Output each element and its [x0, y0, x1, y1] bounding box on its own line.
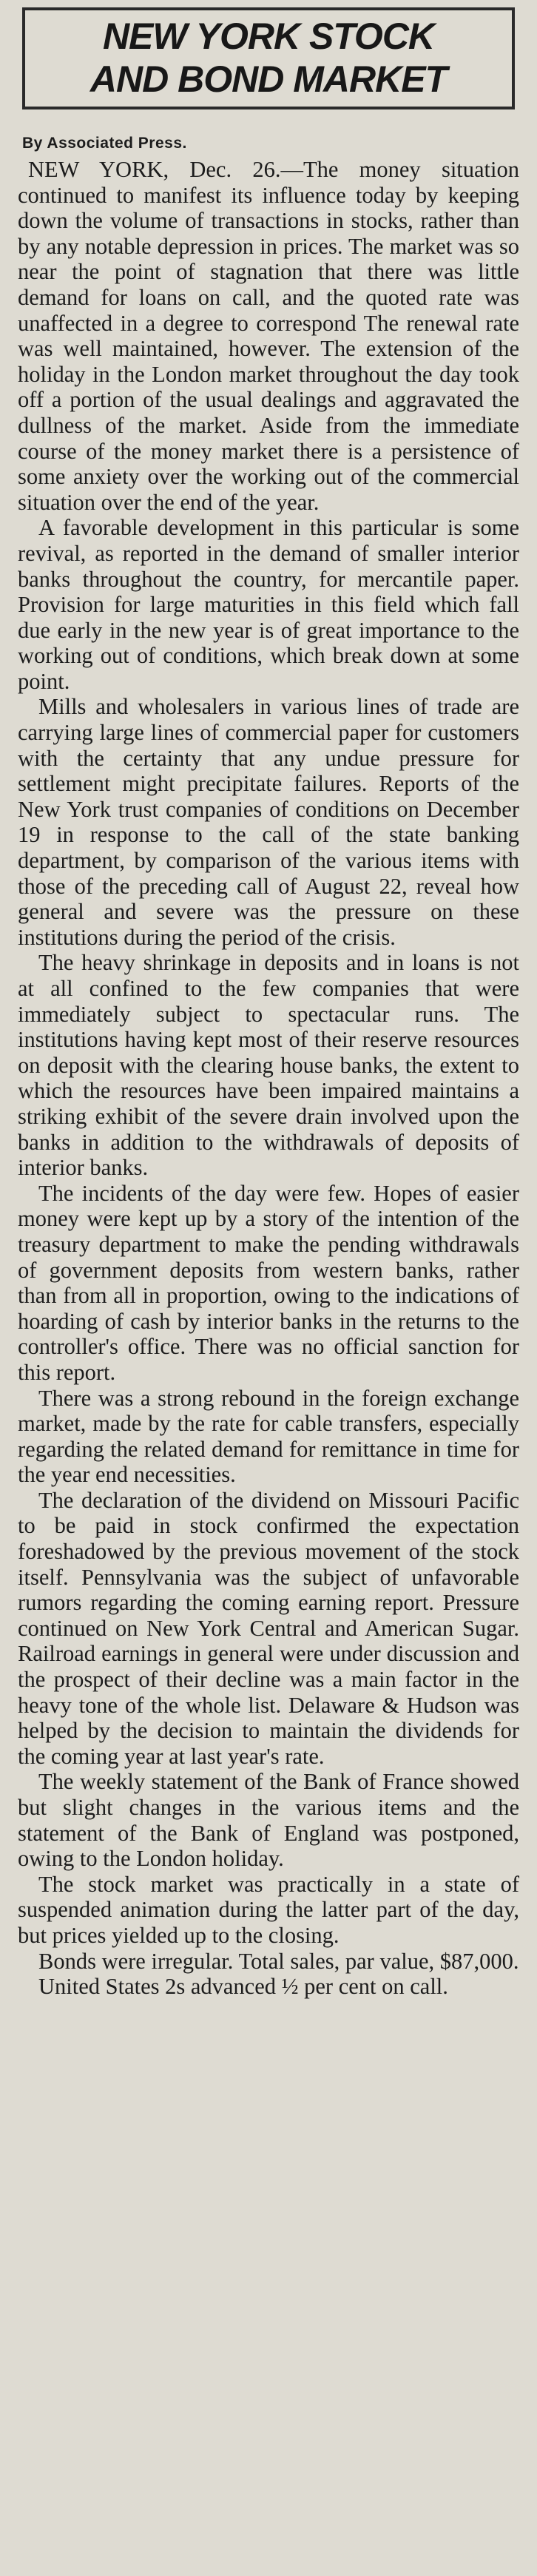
- headline-line-1: NEW YORK STOCK: [102, 16, 435, 57]
- article-body: [18, 157, 519, 2000]
- paragraph-5: The incidents of the day were few. Hopes of easier money were kept up by a story of the intention of the treasury department to make the pending withdrawals of government deposits from western banks, rather than from all in proportion, owing to the indications of hoarding of cash by interior banks in the returns to the controller's office. There was no official sanction for this report.: [18, 1180, 519, 1385]
- headline-box: [22, 7, 515, 109]
- headline-line-2: AND BOND MARKET: [90, 58, 448, 100]
- paragraph-2: A favorable development in this particular is some revival, as reported in the demand of smaller interior banks throughout the country, for mercantile paper. Provision for large maturities in this field which fall due early in the new year is of great importance to the working out of conditions, which break down at some point.: [18, 515, 519, 694]
- paragraph-1: NEW YORK, Dec. 26.—The money situation continued to manifest its influence today by keeping down the volume of transactions in stocks, rather than by any notable depression in prices. The market was so near the point of stagnation that there was little demand for loans on call, and the quoted rate was unaffected in a degree to correspond The renewal rate was well maintained, however. The extension of the holiday in the London market throughout the day took off a portion of the usual dealings and aggravated the dullness of the market. Aside from the immediate course of the money market there is a persistence of some anxiety over the working out of the commercial situation over the end of the year.: [18, 157, 519, 515]
- byline: By Associated Press.: [22, 135, 187, 152]
- paragraph-4: The heavy shrinkage in deposits and in loans is not at all confined to the few companies that were immediately subject to spectacular runs. The institutions having kept most of their reserve resources on deposit with the clearing house banks, the extent to which the resources have been impaired maintains a striking exhibit of the severe drain involved upon the banks in addition to the withdrawals of deposits of interior banks.: [18, 950, 519, 1181]
- paragraph-10: Bonds were irregular. Total sales, par value, $87,000.: [38, 1948, 519, 1974]
- headline: [28, 15, 509, 101]
- paragraph-9: The stock market was practically in a state of suspended animation during the latter part of the day, but prices yielded up to the closing.: [18, 1871, 519, 1948]
- paragraph-7: The declaration of the dividend on Missouri Pacific to be paid in stock confirmed the expectation foreshadowed by the previous movement of the stock itself. Pennsylvania was the subject of unfavorable rumors regarding the coming earning report. Pressure continued on New York Central and American Sugar. Railroad earnings in general were under discussion and the prospect of their decline was a main factor in the heavy tone of the whole list. Delaware & Hudson was helped by the decision to maintain the dividends for the coming year at last year's rate.: [18, 1487, 519, 1769]
- paragraph-6: There was a strong rebound in the foreign exchange market, made by the rate for cable transfers, especially regarding the related demand for remittance in time for the year end necessities.: [18, 1385, 519, 1488]
- paragraph-11: United States 2s advanced ½ per cent on call.: [38, 1974, 448, 2000]
- paragraph-8: The weekly statement of the Bank of France showed but slight changes in the various items and the statement of the Bank of England was postponed, owing to the London holiday.: [18, 1769, 519, 1872]
- paragraph-3: Mills and wholesalers in various lines of trade are carrying large lines of commercial paper for customers with the certainty that any undue pressure for settlement might precipitate failures. Reports of the New York trust companies of conditions on December 19 in response to the call of the state banking department, by comparison of the various items with those of the preceding call of August 22, reveal how general and severe was the pressure on these institutions during the period of the crisis.: [18, 694, 519, 950]
